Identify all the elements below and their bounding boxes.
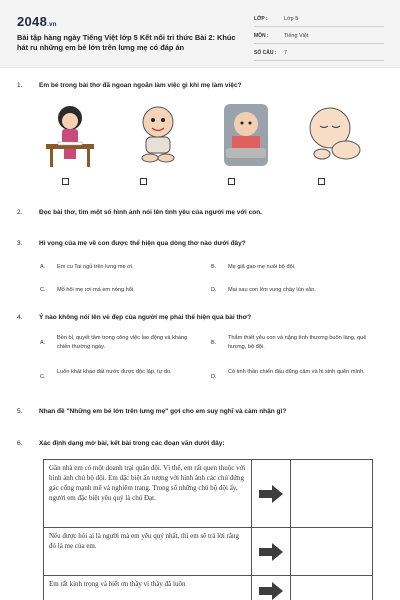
option-letter: C.	[40, 374, 46, 380]
matching-table	[43, 459, 373, 600]
question-6	[17, 440, 384, 447]
option-3a[interactable]	[40, 263, 205, 273]
paragraph-cell: Em rất kính trọng và biết ơn thầy vì thầy đã luôn	[44, 576, 252, 600]
option-text: Mẹ giã gạo mẹ nuôi bộ đội.	[228, 264, 296, 270]
option-text: Có tinh thần chiến đấu dũng cảm và hi sinh quên mình.	[228, 369, 365, 375]
table-row	[44, 528, 372, 576]
option-4b[interactable]	[211, 334, 376, 354]
option-text: Em cu Tai ngủ trên lưng mẹ ơi.	[57, 264, 134, 270]
option-text: Luôn khát khao đất nước được độc lập, tự do.	[57, 369, 172, 375]
meta-row-subject	[254, 29, 384, 44]
answer-checkbox[interactable]	[228, 178, 235, 185]
question-1	[17, 82, 384, 89]
paragraph-cell: Gần nhà em có một doanh trại quân đội. Vì thế, em rất quen thuộc với hình ảnh chú bộ đội. Em đặc biệt ấn tượng với hình ảnh các chú đứng gác cổng mạnh mẽ và nghiêm trang. Trong số những chú bộ đội ấy, người em đặc biệt yêu quý là chú Đạt.	[44, 460, 252, 527]
picture-options	[40, 100, 370, 190]
answer-checkbox[interactable]	[62, 178, 69, 185]
document-title: Bài tập hàng ngày Tiếng Việt lớp 5 Kết nối tri thức Bài 2: Khúc hát ru những em bé lớn trên lưng mẹ có đáp án	[17, 33, 236, 52]
question-3	[17, 240, 384, 247]
arrow-cell	[252, 460, 291, 527]
baby-sitting-icon	[128, 100, 188, 170]
arrow-cell	[252, 528, 291, 575]
meta-key: MÔN :	[254, 33, 269, 39]
option-letter: A.	[40, 340, 46, 346]
option-letter: B.	[211, 340, 217, 346]
question-number: 1.	[17, 82, 23, 89]
question-text: Hi vọng của mẹ về con được thể hiện qua dòng thơ nào dưới đây?	[39, 240, 246, 247]
question-text: Đọc bài thơ, tìm một số hình ảnh nói lên tình yêu của người mẹ với con.	[39, 209, 262, 216]
option-4c[interactable]	[40, 368, 205, 388]
question-5	[17, 408, 384, 415]
meta-info	[254, 12, 384, 63]
arrow-right-icon	[258, 582, 284, 600]
answer-checkbox[interactable]	[318, 178, 325, 185]
arrow-right-icon	[258, 485, 284, 503]
baby-sleeping-icon	[304, 100, 364, 170]
option-3d[interactable]	[211, 286, 376, 296]
option-text: Mai sau con lớn vung chày lún sân.	[228, 287, 316, 293]
option-letter: D.	[211, 287, 217, 293]
option-4a[interactable]	[40, 334, 205, 354]
site-logo[interactable]: 2048.vn	[17, 14, 57, 29]
answer-cell[interactable]	[291, 460, 374, 527]
question-text: Nhan đề "Những em bé lớn trên lưng mẹ" gợi cho em suy nghĩ và cảm nhận gì?	[39, 408, 287, 415]
girl-writing-icon	[40, 100, 100, 170]
table-row	[44, 576, 372, 600]
page-header	[0, 0, 400, 68]
option-3c[interactable]	[40, 286, 205, 296]
option-text: Mố hôi mẹ rơi má em nóng hổi.	[57, 287, 135, 293]
option-letter: B.	[211, 264, 217, 270]
answer-checkbox[interactable]	[140, 178, 147, 185]
question-number: 3.	[17, 240, 23, 247]
question-text: Em bé trong bài thơ đã ngoan ngoãn làm việc gì khi mẹ làm việc?	[39, 82, 242, 89]
meta-key: SỐ CÂU :	[254, 50, 277, 56]
answer-cell[interactable]	[291, 576, 374, 600]
question-2	[17, 209, 384, 216]
baby-eating-icon	[216, 100, 276, 170]
question-number: 2.	[17, 209, 23, 216]
option-letter: D.	[211, 374, 217, 380]
question-number: 5.	[17, 408, 23, 415]
option-letter: A.	[40, 264, 46, 270]
table-row	[44, 460, 372, 528]
paragraph-cell: Nếu được hỏi ai là người mà em yêu quý nhất, thì em sẽ trả lời rằng đó là mẹ của em.	[44, 528, 252, 575]
meta-value: 7	[284, 50, 288, 56]
meta-row-count	[254, 46, 384, 61]
question-text: Ý nào không nói lên vẻ đẹp của người mẹ phải thể hiện qua bài thơ?	[39, 314, 252, 321]
option-letter: C.	[40, 287, 46, 293]
answer-cell[interactable]	[291, 528, 374, 575]
option-text: Bền bỉ, quyết tâm trong công việc lao động và kháng chiến thường ngày.	[57, 335, 188, 350]
question-4	[17, 314, 384, 321]
option-4d[interactable]	[211, 368, 376, 388]
arrow-cell	[252, 576, 291, 600]
meta-value: Lớp 5	[284, 16, 299, 22]
meta-value: Tiếng Việt	[284, 33, 309, 39]
option-text: Thắm thiết yêu con và nặng tình thương buôn làng, quê hương, bộ đội.	[228, 335, 367, 350]
arrow-right-icon	[258, 543, 284, 561]
question-number: 6.	[17, 440, 23, 447]
meta-row-class	[254, 12, 384, 27]
meta-key: LỚP :	[254, 16, 268, 22]
question-text: Xác định dạng mở bài, kết bài trong các đoạn văn dưới đây:	[39, 440, 225, 447]
option-3b[interactable]	[211, 263, 376, 273]
question-number: 4.	[17, 314, 23, 321]
